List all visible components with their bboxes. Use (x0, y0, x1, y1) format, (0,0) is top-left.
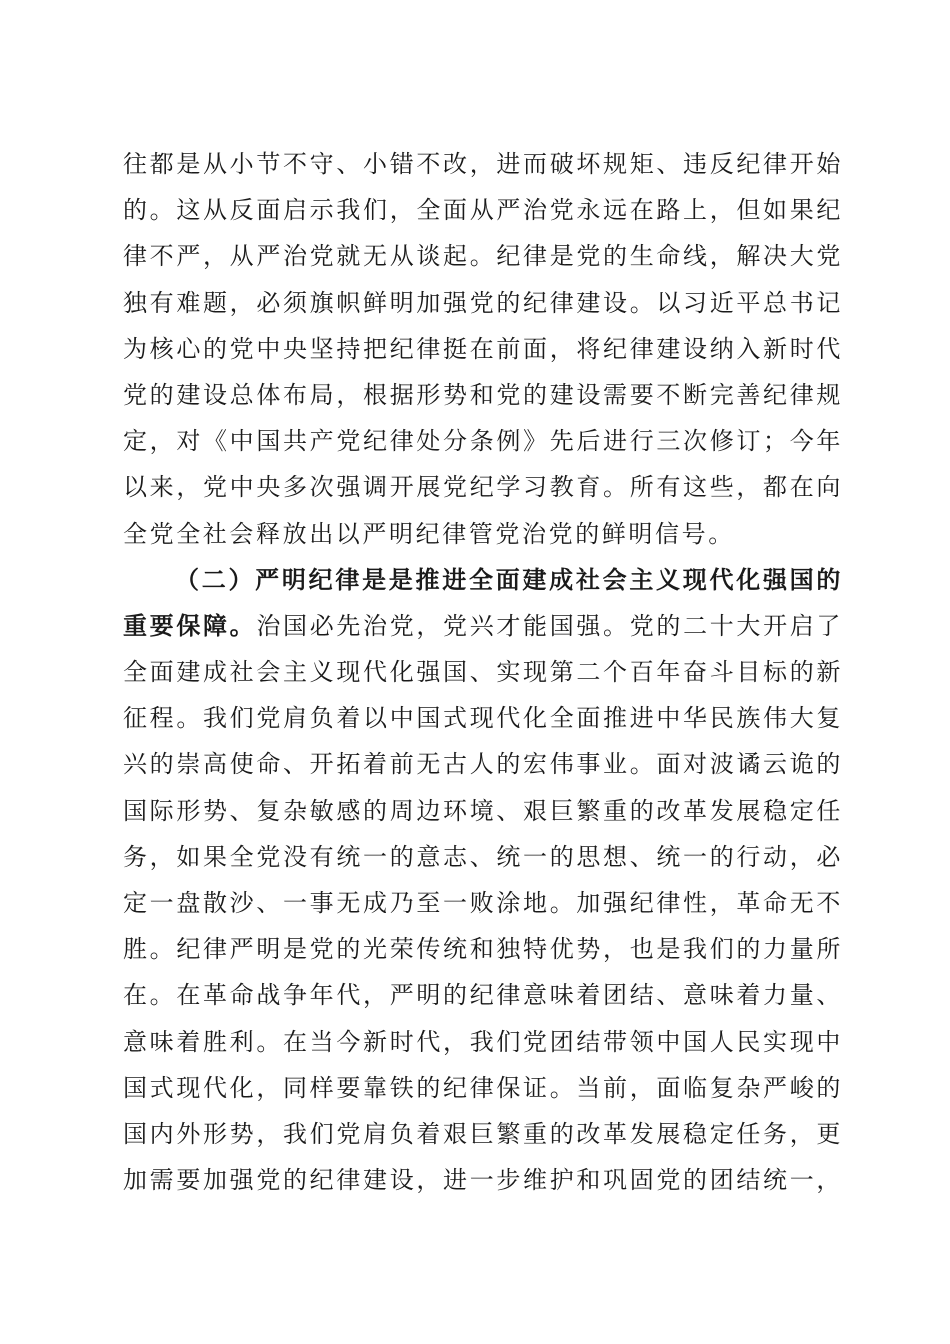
paragraph-line: 国内外形势，我们党肩负着艰巨繁重的改革发展稳定任务，更 (123, 1119, 843, 1148)
paragraph-line: 全党全社会释放出以严明纪律管党治党的鲜明信号。 (123, 519, 735, 548)
paragraph-text: 治国必先治党，党兴才能国强。党的二十大开启了 (256, 611, 843, 640)
body-text (123, 141, 843, 1203)
paragraph-line: 国式现代化，同样要靠铁的纪律保证。当前，面临复杂严峻的 (123, 1073, 843, 1102)
paragraph-line: 国际形势、复杂敏感的周边环境、艰巨繁重的改革发展稳定任 (123, 796, 843, 825)
paragraph-line: 加需要加强党的纪律建设，进一步维护和巩固党的团结统一， (123, 1166, 843, 1195)
paragraph-line: 务，如果全党没有统一的意志、统一的思想、统一的行动，必 (123, 842, 843, 871)
paragraph-line: 在。在革命战争年代，严明的纪律意味着团结、意味着力量、 (123, 981, 843, 1010)
paragraph-line: 党的建设总体布局，根据形势和党的建设需要不断完善纪律规 (123, 380, 843, 409)
paragraph-line: 以来，党中央多次强调开展党纪学习教育。所有这些，都在向 (123, 473, 843, 502)
section-heading: （二）严明纪律是是推进全面建成社会主义现代化强国的 (175, 564, 843, 594)
paragraph-line: 征程。我们党肩负着以中国式现代化全面推进中华民族伟大复 (123, 704, 843, 733)
paragraph-line: 兴的崇高使命、开拓着前无古人的宏伟事业。面对波谲云诡的 (123, 750, 843, 779)
paragraph-line: 为核心的党中央坚持把纪律挺在前面，将纪律建设纳入新时代 (123, 334, 843, 363)
paragraph-line: 胜。纪律严明是党的光荣传统和独特优势，也是我们的力量所 (123, 935, 843, 964)
section-heading-continuation (123, 603, 843, 649)
section-heading-end: 重要保障。 (123, 610, 257, 640)
paragraph-line: 律不严，从严治党就无从谈起。纪律是党的生命线，解决大党 (123, 242, 843, 271)
paragraph-line: 意味着胜利。在当今新时代，我们党团结带领中国人民实现中 (123, 1027, 843, 1056)
paragraph-line: 定一盘散沙、一事无成乃至一败涂地。加强纪律性，革命无不 (123, 889, 843, 917)
paragraph-line: 的。这从反面启示我们，全面从严治党永远在路上，但如果纪 (123, 196, 843, 225)
paragraph-line: 往都是从小节不守、小错不改，进而破坏规矩、违反纪律开始 (123, 150, 843, 178)
paragraph-line: 独有难题，必须旗帜鲜明加强党的纪律建设。以习近平总书记 (123, 288, 843, 317)
paragraph-line: 定，对《中国共产党纪律处分条例》先后进行三次修订；今年 (123, 427, 843, 456)
paragraph-line: 全面建成社会主义现代化强国、实现第二个百年奋斗目标的新 (123, 658, 843, 687)
